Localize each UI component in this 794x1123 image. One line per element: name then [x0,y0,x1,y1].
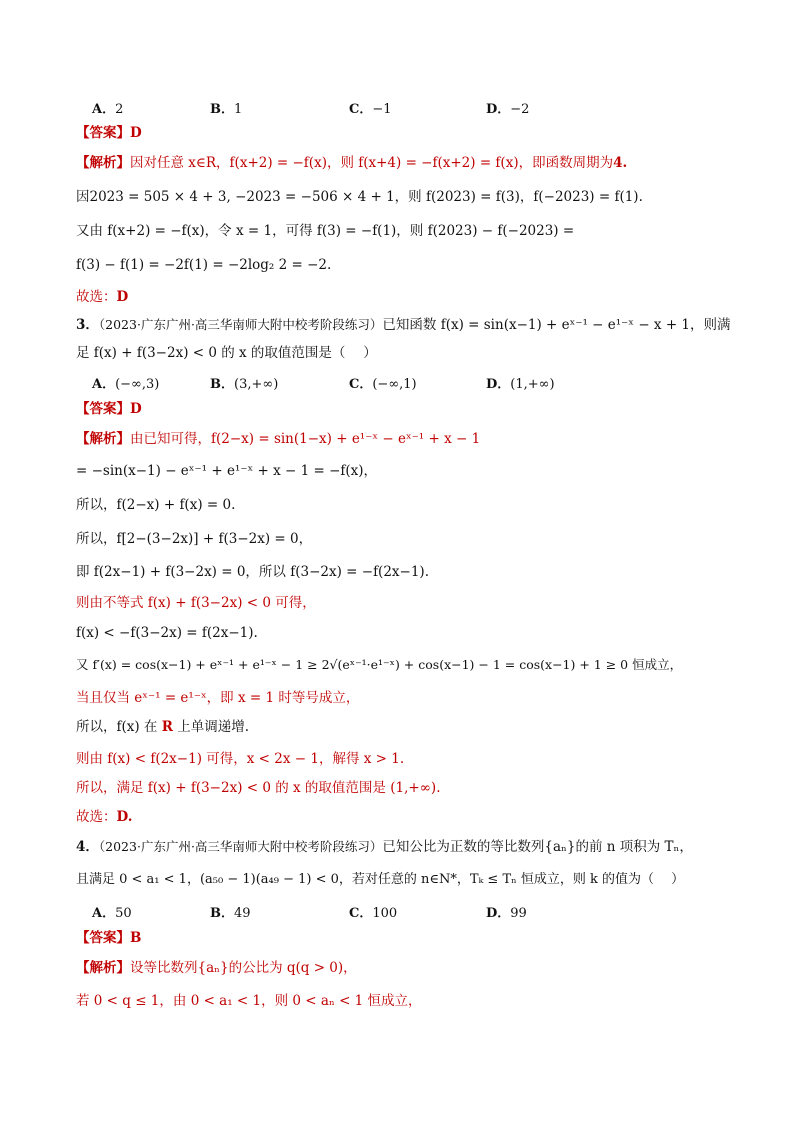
q3-stem-line-2: 足 f(x) + f(3−2x) < 0 的 x 的取值范围是（ ） [76,345,377,361]
q3-analysis-line-1: 【解析】由已知可得，f(2−x) = sin(1−x) + e¹⁻ˣ − eˣ⁻¹ + x − 1 [76,431,481,447]
q3-option-d: D．(1,+∞) [486,377,555,392]
q3-option-b: B．(3,+∞) [210,377,279,392]
q4-analysis-line-1: 【解析】设等比数列{aₙ}的公比为 q(q > 0)， [76,960,357,976]
q2-option-a: A．2 [92,102,124,117]
q4-answer: 【答案】B [76,930,142,946]
q4-option-a: A．50 [92,906,132,921]
q2-conclusion: 故选：D [76,289,129,305]
q4-analysis-line-2: 若 0 < q ≤ 1，由 0 < a₁ < 1，则 0 < aₙ < 1 恒成立， [76,993,422,1009]
q3-analysis-line-10: 所以，f(x) 在 R 上单调递增. [76,719,250,735]
q3-conclusion: 故选：D. [76,809,133,825]
q4-stem-line-1: 4．（2023·广东广州·高三华南师大附中校考阶段练习）已知公比为正数的等比数列{aₙ}的前 n 项积为 Tₙ， [76,839,693,855]
q3-analysis-line-3: 所以，f(2−x) + f(x) = 0. [76,497,236,513]
q4-option-b: B．49 [210,906,251,921]
q3-answer: 【答案】D [76,401,142,417]
q3-analysis-line-5: 即 f(2x−1) + f(3−2x) = 0，所以 f(3−2x) = −f(2x−1). [76,564,429,580]
q3-analysis-line-6: 则由不等式 f(x) + f(3−2x) < 0 可得， [76,595,316,611]
q3-stem-line-1: 3．（2023·广东广州·高三华南师大附中校考阶段练习）已知函数 f(x) = sin(x−1) + eˣ⁻¹ − e¹⁻ˣ − x + 1，则满 [76,317,731,333]
q4-option-c: C．100 [349,906,398,921]
q4-stem-line-2: 且满足 0 < a₁ < 1，(a₅₀ − 1)(a₄₉ − 1) < 0，若对任意的 n∈N*，Tₖ ≤ Tₙ 恒成立，则 k 的值为（ ） [76,872,685,887]
q2-analysis-line-3: 又由 f(x+2) = −f(x)，令 x = 1，可得 f(3) = −f(1)，则 f(2023) − f(−2023) = [76,223,575,239]
q2-option-c: C．−1 [349,102,392,117]
q4-option-d: D．99 [486,906,527,921]
q3-analysis-line-8: 又 f′(x) = cos(x−1) + eˣ⁻¹ + e¹⁻ˣ − 1 ≥ 2√(eˣ⁻¹·e¹⁻ˣ) + cos(x−1) − 1 = cos(x−1) + 1 ≥ 0 恒成立， [76,657,683,672]
q3-analysis-line-4: 所以，f[2−(3−2x)] + f(3−2x) = 0， [76,531,313,547]
q2-option-b: B．1 [210,102,243,117]
q3-analysis-line-7: f(x) < −f(3−2x) = f(2x−1). [76,625,258,641]
q2-analysis-line-1: 【解析】因对任意 x∈R，f(x+2) = −f(x)，则 f(x+4) = −f(x+2) = f(x)，即函数周期为4. [76,155,628,171]
q3-analysis-line-2: = −sin(x−1) − eˣ⁻¹ + e¹⁻ˣ + x − 1 = −f(x)， [76,463,378,479]
q2-option-d: D．−2 [486,102,530,117]
q3-analysis-line-12: 所以，满足 f(x) + f(3−2x) < 0 的 x 的取值范围是 (1,+∞). [76,780,441,796]
q3-option-c: C．(−∞,1) [349,377,417,392]
q3-option-a: A．(−∞,3) [92,377,160,392]
q3-analysis-line-11: 则由 f(x) < f(2x−1) 可得，x < 2x − 1，解得 x > 1. [76,751,405,767]
q2-answer: 【答案】D [76,125,142,141]
q2-analysis-line-2: 因2023 = 505 × 4 + 3, −2023 = −506 × 4 + 1，则 f(2023) = f(3)，f(−2023) = f(1). [76,189,643,205]
q2-analysis-line-4: f(3) − f(1) = −2f(1) = −2log₂ 2 = −2. [76,257,332,273]
q3-analysis-line-9: 当且仅当 eˣ⁻¹ = e¹⁻ˣ，即 x = 1 时等号成立， [76,690,360,706]
